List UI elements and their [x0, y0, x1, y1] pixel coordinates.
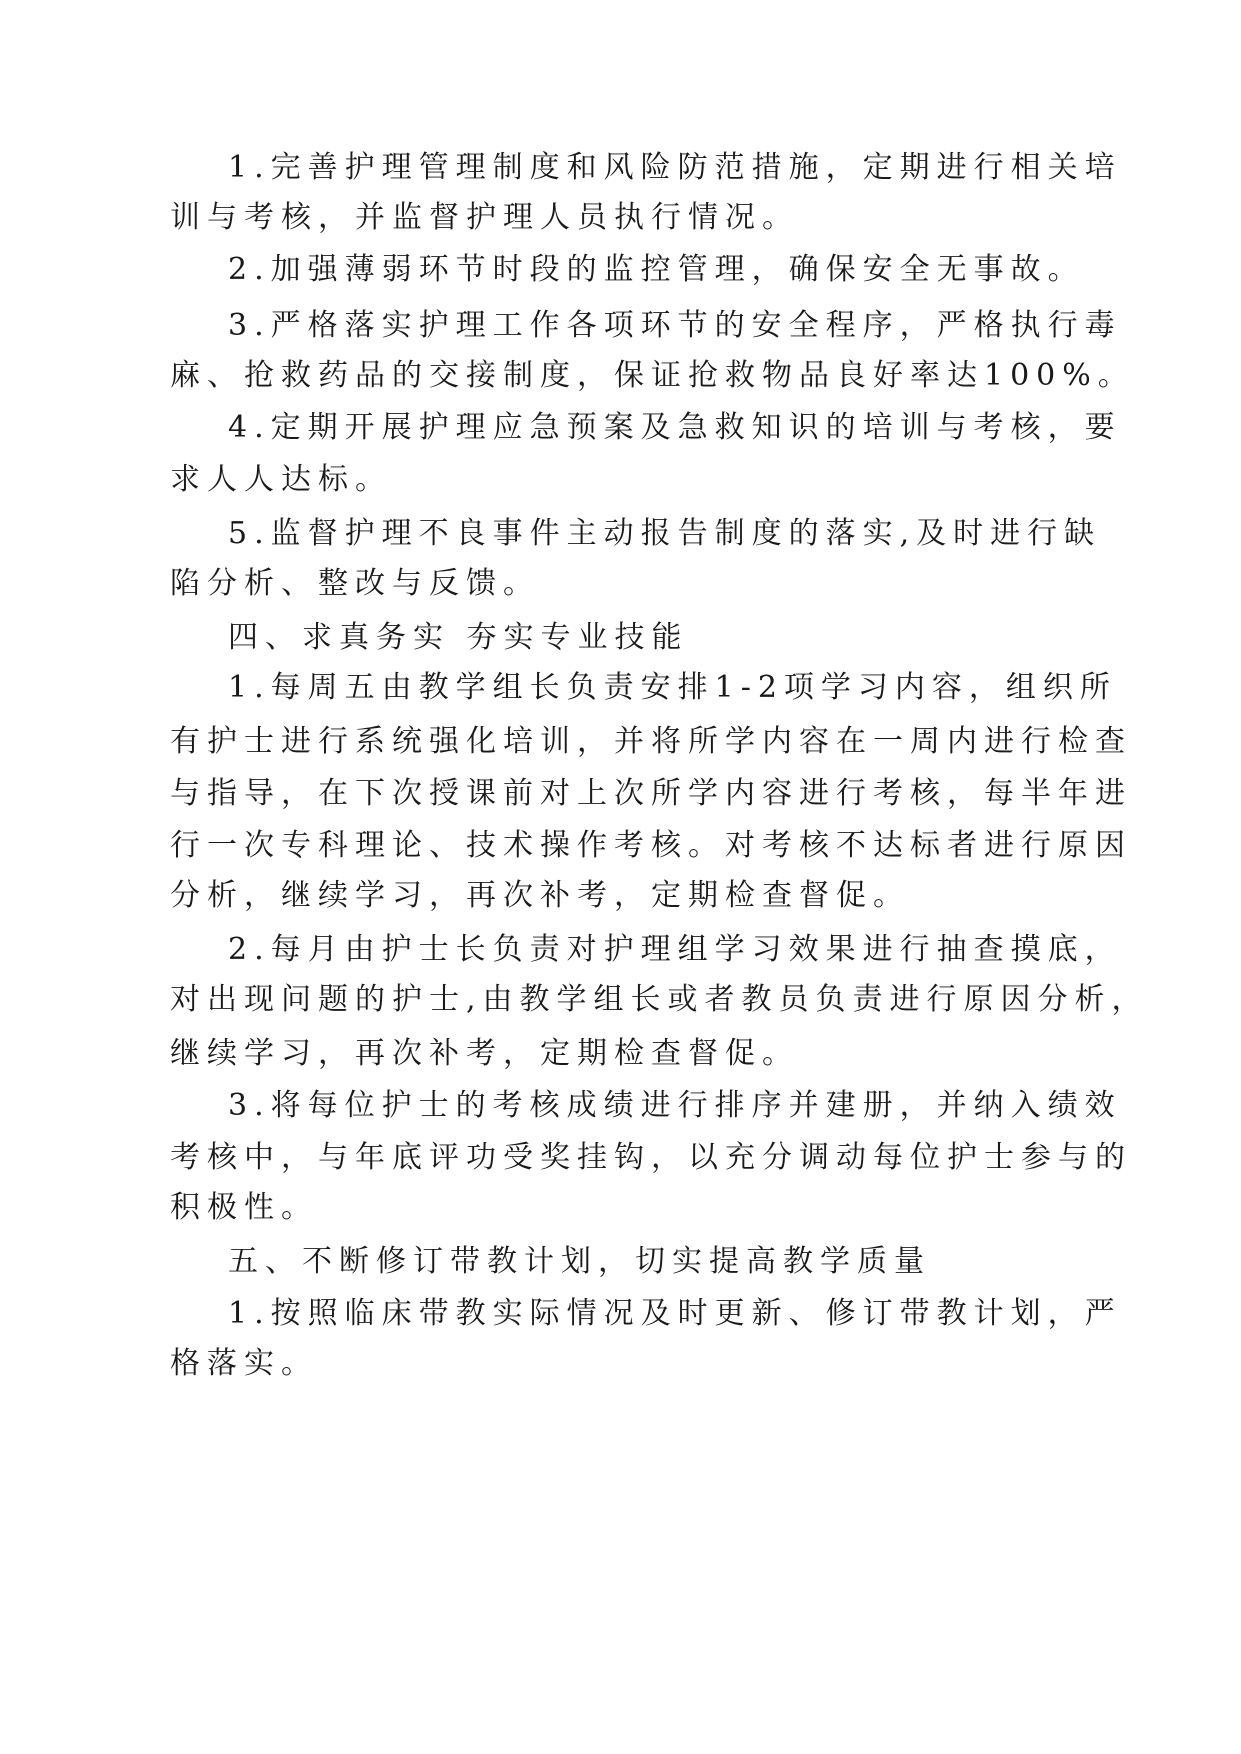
- paragraph-line: 积极性。: [170, 1190, 318, 1225]
- paragraph-line: 训与考核，并监督护理人员执行情况。: [170, 200, 799, 235]
- paragraph-line: 2.加强薄弱环节时段的监控管理，确保安全无事故。: [228, 252, 1085, 287]
- paragraph-line: 3.严格落实护理工作各项环节的安全程序，严格执行毒: [228, 308, 1122, 343]
- section-heading: 四、求真务实 夯实专业技能: [228, 620, 689, 655]
- paragraph-line: 与指导，在下次授课前对上次所学内容进行考核，每半年进: [170, 776, 1132, 811]
- paragraph-line: 3.将每位护士的考核成绩进行排序并建册，并纳入绩效: [228, 1088, 1122, 1123]
- section-heading: 五、不断修订带教计划，切实提高教学质量: [228, 1244, 931, 1279]
- paragraph-line: 1.按照临床带教实际情况及时更新、修订带教计划，严: [228, 1296, 1122, 1331]
- paragraph-line: 求人人达标。: [170, 462, 392, 497]
- paragraph-line: 陷分析、整改与反馈。: [170, 566, 540, 601]
- paragraph-line: 1.完善护理管理制度和风险防范措施，定期进行相关培: [228, 150, 1122, 185]
- paragraph-line: 4.定期开展护理应急预案及急救知识的培训与考核，要: [228, 410, 1122, 445]
- paragraph-line: 行一次专科理论、技术操作考核。对考核不达标者进行原因: [170, 828, 1132, 863]
- paragraph-line: 麻、抢救药品的交接制度，保证抢救物品良好率达100%。: [170, 358, 1135, 393]
- paragraph-line: 继续学习，再次补考，定期检查督促。: [170, 1036, 799, 1071]
- paragraph-line: 格落实。: [170, 1346, 318, 1381]
- paragraph-line: 对出现问题的护士,由教学组长或者教员负责进行原因分析，: [170, 982, 1149, 1017]
- paragraph-line: 考核中，与年底评功受奖挂钩，以充分调动每位护士参与的: [170, 1140, 1132, 1175]
- paragraph-line: 2.每月由护士长负责对护理组学习效果进行抽查摸底，: [228, 932, 1122, 967]
- paragraph-line: 5.监督护理不良事件主动报告制度的落实,及时进行缺: [228, 516, 1102, 551]
- paragraph-line: 1.每周五由教学组长负责安排1-2项学习内容，组织所: [228, 670, 1117, 705]
- paragraph-line: 分析，继续学习，再次补考，定期检查督促。: [170, 878, 910, 913]
- paragraph-line: 有护士进行系统强化培训，并将所学内容在一周内进行检查: [170, 724, 1132, 759]
